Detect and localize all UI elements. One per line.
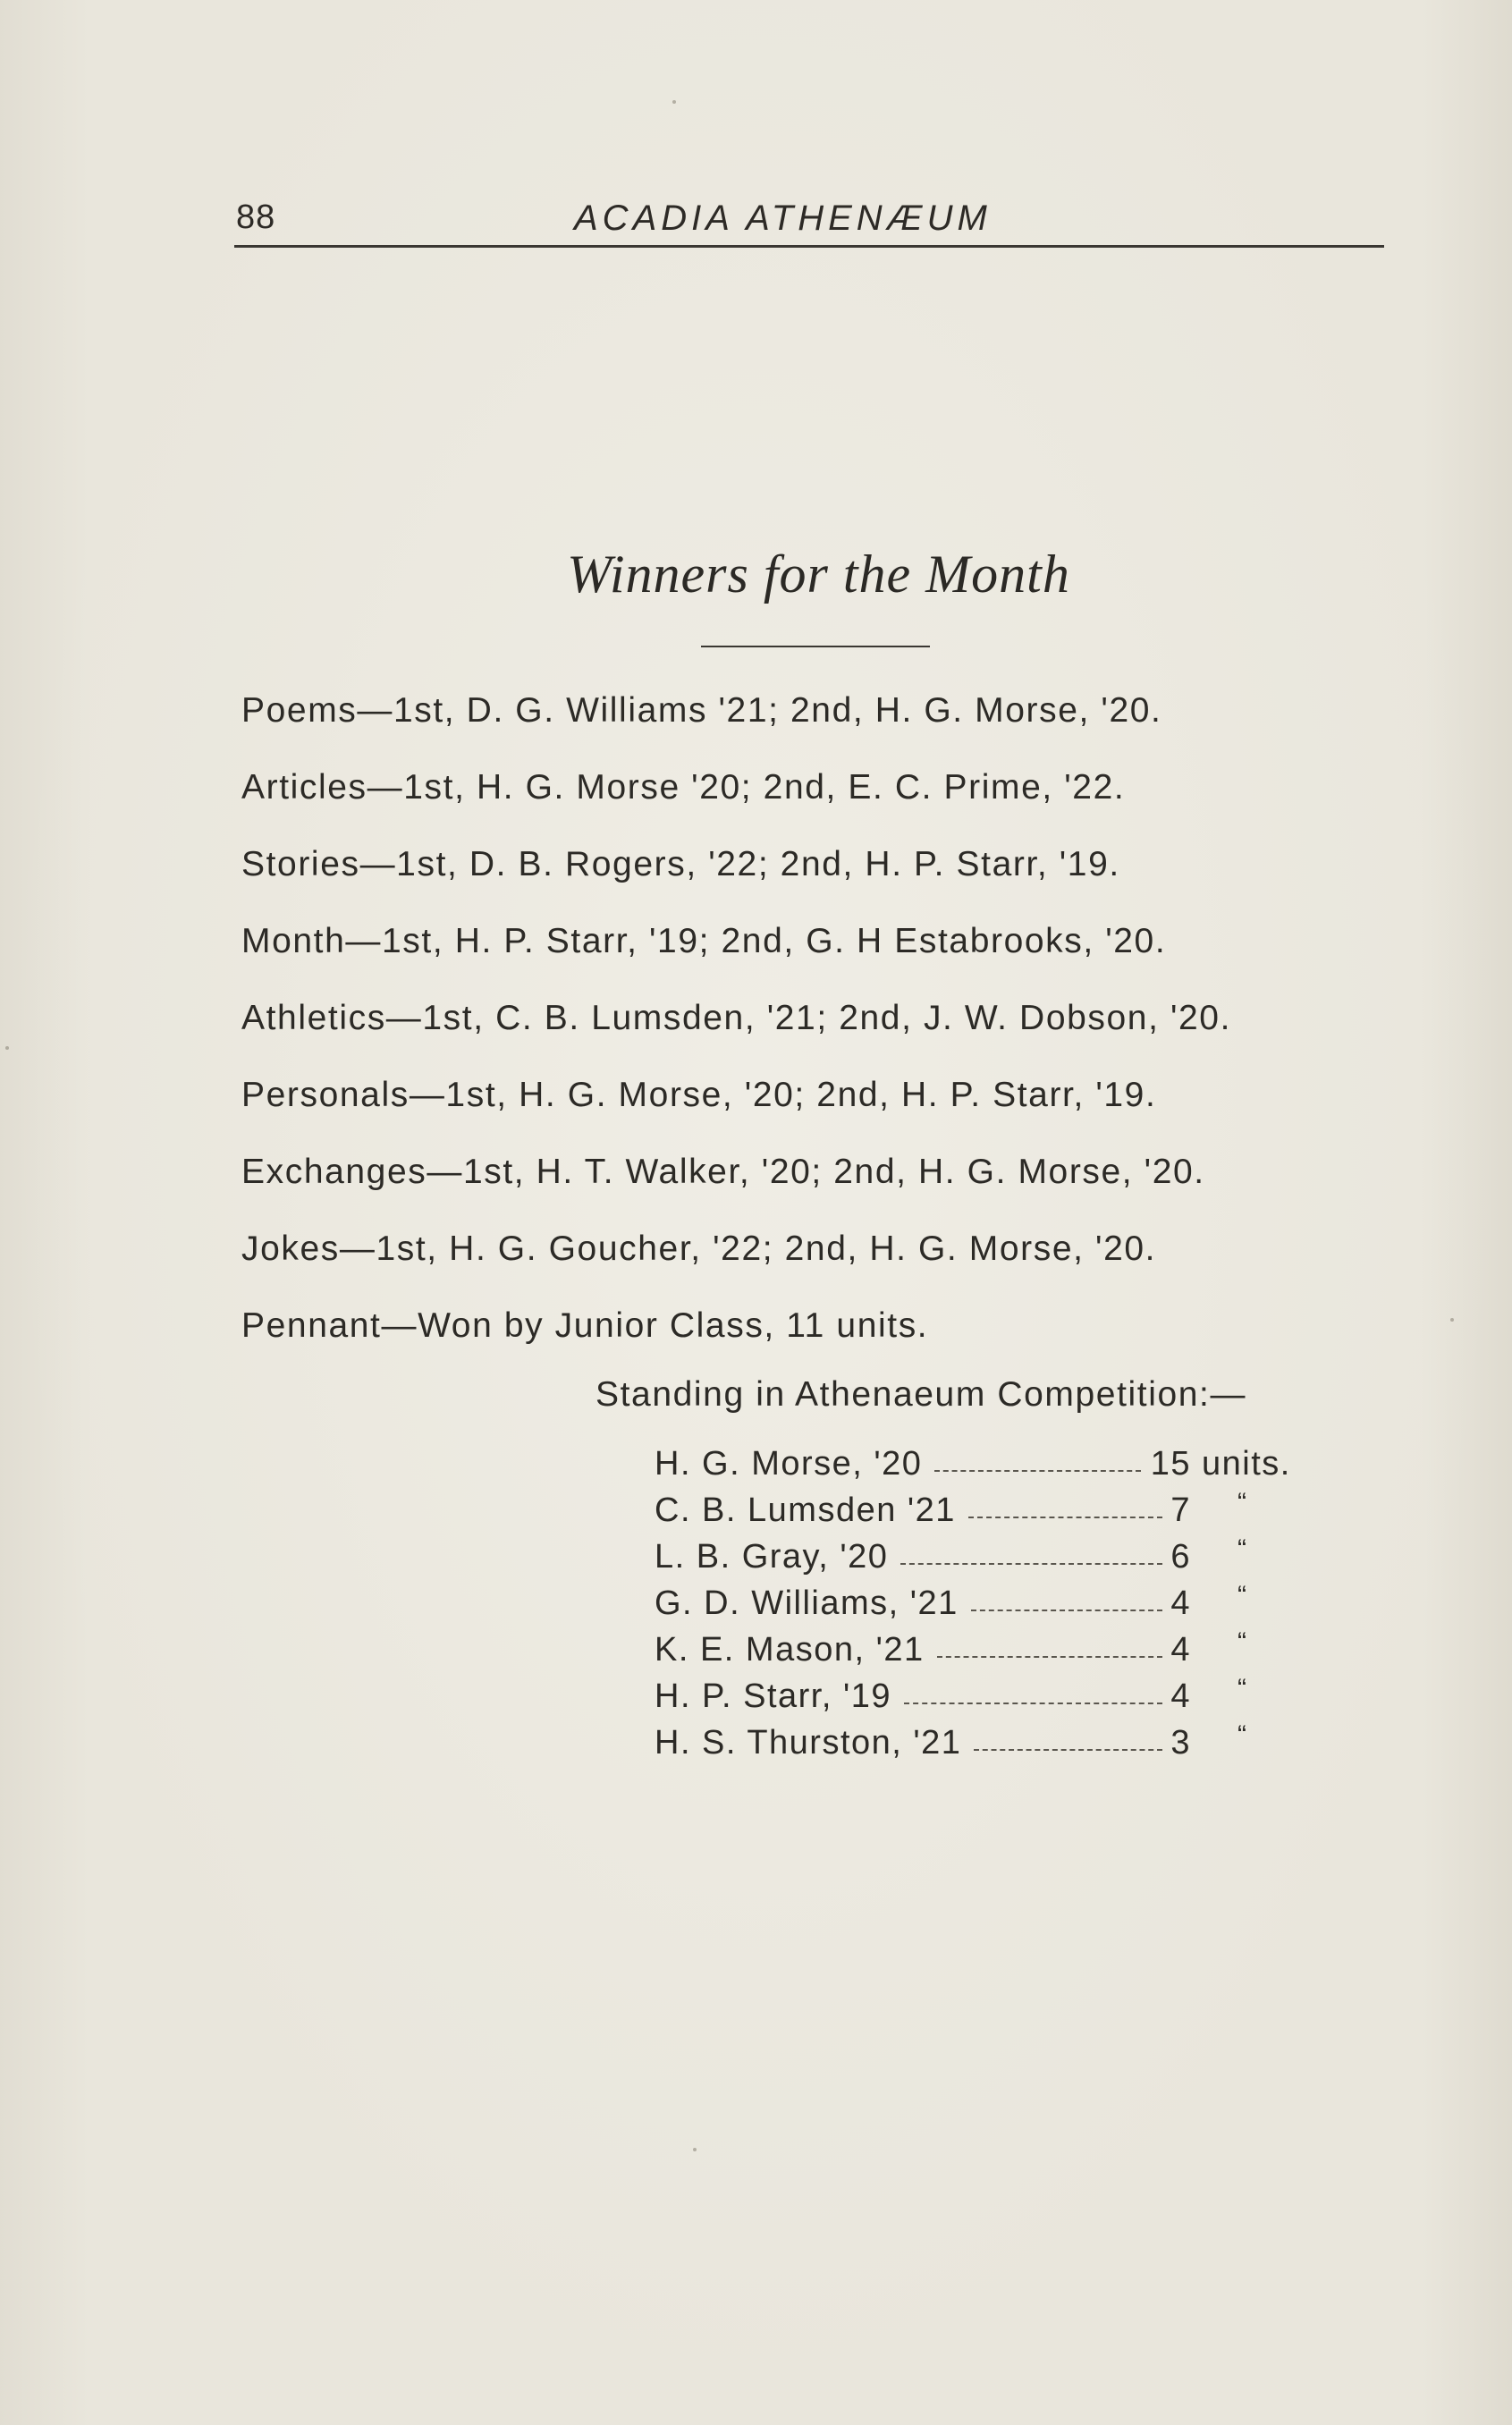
standing-row [655,1445,1334,1491]
paper-speck [672,100,676,104]
standing-value: 4 [1170,1677,1191,1715]
standing-unit: “ [1237,1534,1248,1564]
dotted-leader-line [971,1610,1162,1611]
standing-unit: “ [1237,1720,1248,1750]
winner-line-stories: Stories—1st, D. B. Rogers, '22; 2nd, H. P. Starr, '19. [241,845,1120,883]
standing-row [655,1627,1334,1677]
article-title: Winners for the Month [567,545,1070,604]
dotted-leader-line [968,1517,1162,1518]
dotted-leader-line [904,1703,1162,1704]
standing-unit: “ [1237,1581,1248,1610]
standing-name: G. D. Williams, '21 [655,1584,959,1622]
standing-name: L. B. Gray, '20 [655,1538,889,1576]
title-rule [701,646,930,647]
winner-line-personals: Personals—1st, H. G. Morse, '20; 2nd, H. P. Starr, '19. [241,1076,1157,1114]
paper-speck [1450,1318,1454,1322]
winner-line-month: Month—1st, H. P. Starr, '19; 2nd, G. H Estabrooks, '20. [241,922,1167,960]
standing-row [655,1488,1334,1538]
dotted-leader-line [934,1470,1141,1472]
dotted-leader [968,1491,1162,1538]
standing-name: K. E. Mason, '21 [655,1631,925,1669]
standing-unit: “ [1237,1674,1248,1703]
winner-line-poems: Poems—1st, D. G. Williams '21; 2nd, H. G. Morse, '20. [241,691,1162,730]
standings-table [655,1445,1334,1770]
standing-unit: “ [1237,1488,1248,1517]
dotted-leader [900,1538,1162,1584]
winner-line-pennant: Pennant—Won by Junior Class, 11 units. [241,1306,929,1345]
standing-name: H. P. Starr, '19 [655,1677,892,1715]
standing-name: C. B. Lumsden '21 [655,1491,956,1529]
standing-value: 3 [1170,1724,1191,1762]
standing-name: H. S. Thurston, '21 [655,1724,962,1762]
standing-unit: units. [1202,1445,1291,1483]
standing-value: 6 [1170,1538,1191,1576]
standing-value: 7 [1170,1491,1191,1529]
paper-speck [5,1046,9,1050]
standing-row [655,1581,1334,1631]
standing-row [655,1674,1334,1724]
standing-row [655,1534,1334,1584]
dotted-leader [934,1445,1141,1491]
standing-name: H. G. Morse, '20 [655,1445,923,1483]
page-number: 88 [236,199,276,236]
standing-value: 15 [1150,1445,1191,1483]
dotted-leader [937,1631,1162,1677]
standing-unit: “ [1237,1627,1248,1657]
journal-title: ACADIA ATHENÆUM [574,199,992,238]
dotted-leader-line [937,1656,1162,1658]
standing-value: 4 [1170,1631,1191,1669]
winner-line-jokes: Jokes—1st, H. G. Goucher, '22; 2nd, H. G. Morse, '20. [241,1229,1157,1268]
winners-list [241,681,1440,1373]
dotted-leader-line [974,1749,1162,1751]
dotted-leader [971,1584,1162,1631]
standing-row [655,1720,1334,1770]
standing-value: 4 [1170,1584,1191,1622]
winner-line-exchanges: Exchanges—1st, H. T. Walker, '20; 2nd, H. G. Morse, '20. [241,1153,1205,1191]
standing-heading: Standing in Athenaeum Competition:— [596,1375,1247,1414]
running-header [234,195,1384,248]
winner-line-athletics: Athletics—1st, C. B. Lumsden, '21; 2nd, J. W. Dobson, '20. [241,999,1232,1037]
dotted-leader [974,1724,1162,1770]
dotted-leader-line [900,1563,1162,1565]
paper-speck [693,2148,697,2151]
winner-line-articles: Articles—1st, H. G. Morse '20; 2nd, E. C. Prime, '22. [241,768,1126,807]
dotted-leader [904,1677,1162,1724]
